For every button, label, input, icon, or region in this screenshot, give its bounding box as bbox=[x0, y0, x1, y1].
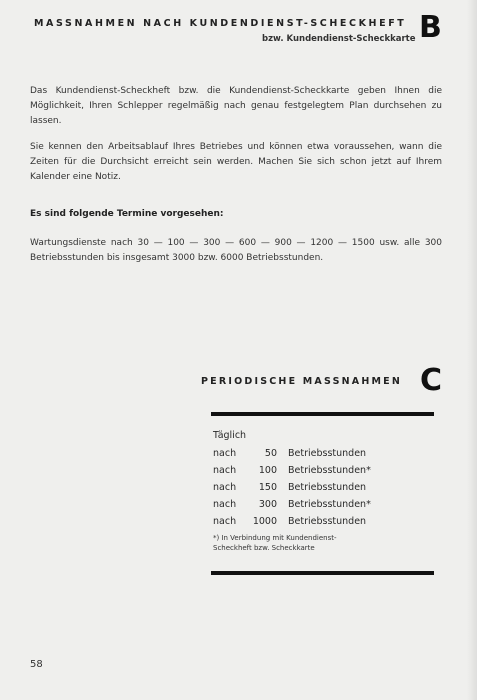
schedule-intro-heading: Es sind folgende Termine vorgesehen: bbox=[30, 209, 224, 219]
schedule-row-unit: Betriebsstunden bbox=[288, 516, 367, 527]
schedule-row-hours: 150 bbox=[258, 482, 277, 493]
schedule-bottom-rule bbox=[211, 571, 434, 575]
schedule-row-hours: 300 bbox=[258, 499, 277, 510]
schedule-row-unit: Betriebsstunden bbox=[288, 448, 367, 459]
section-c-heading: PERIODISCHE MASSNAHMEN bbox=[201, 376, 402, 387]
schedule-row-prefix: nach bbox=[213, 465, 237, 476]
schedule-row-unit: Betriebsstunden* bbox=[288, 499, 371, 510]
schedule-row bbox=[213, 482, 367, 498]
schedule-row-prefix: nach bbox=[213, 448, 237, 459]
schedule-row bbox=[213, 499, 371, 515]
service-intervals-paragraph: Wartungsdienste nach 30 — 100 — 300 — 600 — 900 — 1200 — 1500 usw. alle 300 Betriebsstunden bis insgesamt 3000 bzw. 6000 Betriebsstunden. bbox=[30, 238, 442, 263]
schedule-row-unit: Betriebsstunden bbox=[288, 482, 367, 493]
schedule-row-prefix: nach bbox=[213, 516, 237, 527]
section-c-letter: C bbox=[420, 363, 443, 398]
section-b-heading: MASSNAHMEN NACH KUNDENDIENST-SCHECKHEFT bbox=[34, 18, 407, 29]
page-number: 58 bbox=[30, 659, 43, 670]
page-edge-shadow bbox=[467, 0, 477, 700]
section-b-letter: B bbox=[419, 10, 442, 45]
planning-paragraph: Sie kennen den Arbeitsablauf Ihres Betriebes und können etwa voraussehen, wann die Zeiten für die Durchsicht erreicht sein werden. Machen Sie sich schon jetzt auf Ihrem Kalender eine Notiz. bbox=[30, 142, 442, 182]
schedule-top-rule bbox=[211, 412, 434, 416]
section-b-subheading: bzw. Kundendienst-Scheckkarte bbox=[262, 34, 416, 44]
schedule-row-prefix: nach bbox=[213, 482, 237, 493]
schedule-row-unit: Betriebsstunden* bbox=[288, 465, 371, 476]
schedule-row bbox=[213, 465, 371, 481]
schedule-row-prefix: nach bbox=[213, 499, 237, 510]
schedule-row-hours: 100 bbox=[258, 465, 277, 476]
intro-paragraph: Das Kundendienst-Scheckheft bzw. die Kundendienst-Scheckkarte geben Ihnen die Möglichkeit, Ihren Schlepper regelmäßig nach genau festgelegtem Plan durchsehen zu lassen. bbox=[30, 86, 442, 126]
schedule-title: Täglich bbox=[213, 430, 247, 441]
schedule-footnote: *) In Verbindung mit Kundendienst-Scheckheft bzw. Scheckkarte bbox=[213, 534, 337, 552]
schedule-row-hours: 50 bbox=[264, 448, 277, 459]
schedule-row bbox=[213, 448, 367, 464]
schedule-row-hours: 1000 bbox=[252, 516, 277, 527]
schedule-row bbox=[213, 516, 367, 532]
